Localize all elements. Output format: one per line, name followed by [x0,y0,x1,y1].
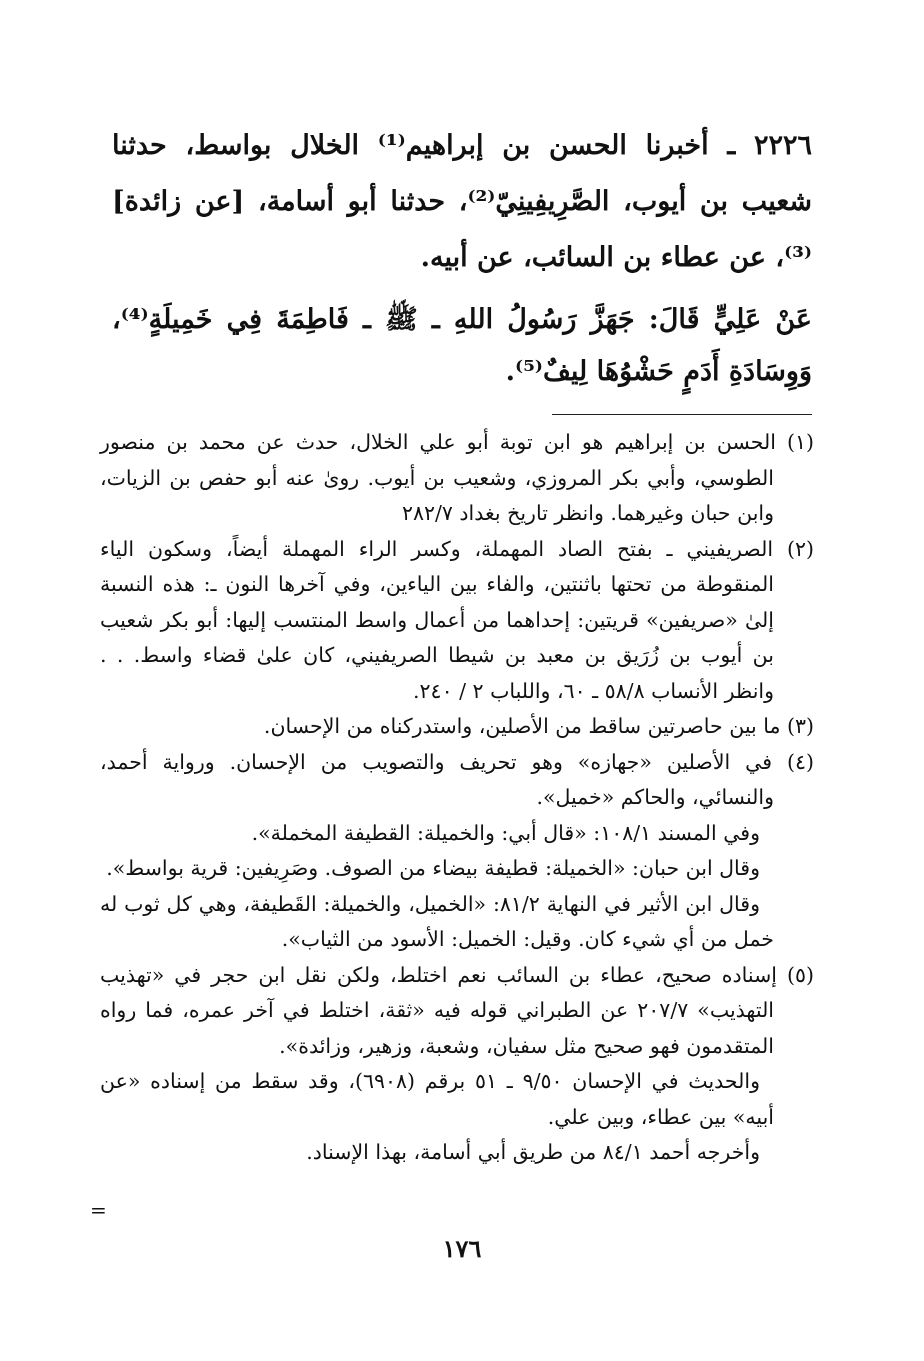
footnote-3: (٣) ما بين حاصرتين ساقط من الأصلين، واستدركناه من الإحسان. [263,714,814,738]
footnote-4: (٤) في الأصلين «جهازه» وهو تحريف والتصويب من الإحسان. ورواية أحمد، والنسائي، والحاكم «خميل». [100,749,814,809]
footnote-5-continuation: والحديث في الإحسان ٩/٥٠ ـ ٥١ برقم (٦٩٠٨)، وقد سقط من إسناده «عن أبيه» بين عطاء، وبين علي. [100,1069,774,1129]
footnotes [100,425,814,1171]
footnote-5-continuation: وأخرجه أحمد ٨٤/١ من طريق أبي أسامة، بهذا الإسناد. [306,1140,760,1164]
page-number: ١٧٦ [442,1234,482,1263]
isnad-paragraph: ٢٢٢٦ ـ أخبرنا الحسن بن إبراهيم⁽¹⁾ الخلال بواسط، حدثنا شعيب بن أيوب، الصَّرِيفِينِيّ⁽²⁾، حدثنا أبو أسامة، [عن زائدة]⁽³⁾، عن عطاء بن السائب، عن أبيه. [112,130,812,273]
footnote-4-continuation: وفي المسند ١٠٨/١: «قال أبي: والخميلة: القطيفة المخملة». [251,820,760,845]
main-text [112,118,812,398]
footnote-2: (٢) الصريفيني ـ بفتح الصاد المهملة، وكسر الراء المهملة أيضاً، وسكون الياء المنقوطة من تحتها باثنتين، والفاء بين الياءين، وفي آخرها النون ـ: هذه النسبة إلىٰ «صريفين» قريتين: إحداهما من أعمال واسط المنتسب إليها: أبو بكر شعيب بن أيوب بن زُرَيق بن معبد بن شيطا الصريفيني، كان علىٰ قضاء واسط. . . وانظر الأنساب ٥٨/٨ ـ ٦٠، واللباب ٢ / ٢٤٠. [100,536,814,703]
hadith-text: عَنْ عَلِيٍّ قَالَ: جَهَزَّ رَسُولُ اللهِ ـ ﷺ ـ فَاطِمَةَ فِي خَمِيلَةٍ⁽⁴⁾، وَوِسَادَةِ أَدَمٍ حَشْوُهَا لِيفٌ⁽⁵⁾. [112,304,812,387]
footnote-4-continuation: وقال ابن حبان: «الخميلة: قطيفة بيضاء من الصوف. وصَرِيفين: قرية بواسط». [106,856,760,880]
footnote-4-continuation: وقال ابن الأثير في النهاية ٨١/٢: «الخميل، والخميلة: القَطيفة، وهي كل ثوب له خمل من أي شيء كان. وقيل: الخميل: الأسود من الثياب». [100,891,774,951]
footnote-1: (١) الحسن بن إبراهيم هو ابن توبة أبو علي الخلال، حدث عن محمد بن منصور الطوسي، وأبي بكر المروزي، وشعيب بن أيوب. روىٰ عنه أبو حفص بن الزيات، وابن حبان وغيرهما. وانظر تاريخ بغداد ٢٨٢/٧ [100,430,814,525]
footnote-5: (٥) إسناده صحيح، عطاء بن السائب نعم اختلط، ولكن نقل ابن حجر في «تهذيب التهذيب» ٢٠٧/٧ عن الطبراني قوله فيه «ثقة، اختلط في آخر عمره، فما رواه المتقدمون فهو صحيح مثل سفيان، وشعبة، وزهير، وزائدة». [100,962,814,1058]
footnote-separator [552,414,812,415]
continuation-mark: = [90,1198,107,1222]
